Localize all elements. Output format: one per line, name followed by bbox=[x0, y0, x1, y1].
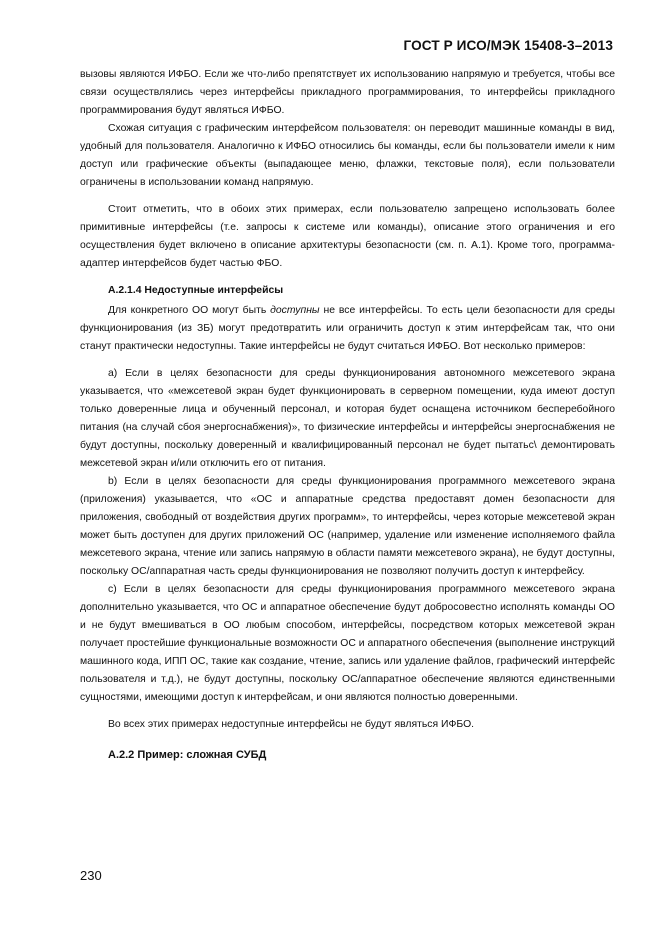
list-item: a) Если в целях безопасности для среды функционирования автономного межсетевого экрана указывается, что «межсетевой экран будет функционировать в серверном помещении, куда имеют доступ только доверенные лица и обученный персонал, и которая будет оснащена источником бесперебойного питания (на случай сбоя энергоснабжения)», то физические интерфейсы и интерфейсы энергоснабжения не будут доступны, поскольку доверенный и квалифицированный персонал не будет пытатьс\ демонтировать межсетевой экран и/или отключить его от питания. bbox=[80, 368, 615, 469]
emphasis-text: доступны bbox=[270, 305, 320, 316]
text-run: Для конкретного ОО могут быть bbox=[108, 305, 271, 316]
paragraph: Схожая ситуация с графическим интерфейсом пользователя: он переводит машинные команды в вид, удобный для пользователя. Аналогично к ИФБО относились бы команды, если бы пользователи имели к ним доступ или графические объекты (выпадающее меню, флажки, текстовые поля), если пользователи ограничены в использовании команд напрямую. bbox=[80, 123, 615, 188]
page-body bbox=[80, 66, 615, 764]
text-run: не все интерфейсы. То есть цели безопасности для среды функционирования (из ЗБ) могут предотвратить или ограничить доступ к этим интерфейсам так, что они станут практически недоступны. Такие интерфейсы не будут считаться ИФБО. Вот несколько примеров: bbox=[80, 305, 615, 352]
list-item: b) Если в целях безопасности для среды функционирования программного межсетевого экрана (приложения) указывается, что «ОС и аппаратные средства предоставят домен безопасности для приложения, свободный от воздействия других программ», то интерфейсы, через которые межсетевой экран может быть доступен для других приложений ОС (например, удаление или изменение исполняемого файла межсетевого экрана, чтение или запись напрямую в области памяти межсетевого экрана), не будут доступны, поскольку ОС/аппаратная часть среды функционирования не позволяют получить доступ к интерфейсу. bbox=[80, 476, 615, 577]
paragraph: Стоит отметить, что в обоих этих примерах, если пользователю запрещено использовать более примитивные интерфейсы (т.е. запросы к системе или команды), описание этого ограничения и его осуществления будет включено в описание архитектуры безопасности (см. п. А.1). Кроме того, программа-адаптер интерфейсов будет частью ФБО. bbox=[80, 204, 615, 269]
list-item: c) Если в целях безопасности для среды функционирования программного межсетевого экрана дополнительно указывается, что ОС и аппаратное обеспечение будут добросовестно исполнять команды ОО и не будут вмешиваться в ОО любым способом, интерфейсы, посредством которых межсетевой экран получает простейшие функциональные возможности ОС и аппаратного обеспечения (выполнение инструкций машинного кода, ИПП ОС, такие как создание, чтение, запись или удаление файлов, графический интерфейс пользователя и т.д.), не будут доступны, поскольку ОС/аппаратное обеспечение являются единственными сущностями, имеющими доступ к интерфейсам, и они являются полностью доверенными. bbox=[80, 584, 615, 703]
section-heading: А.2.2 Пример: сложная СУБД bbox=[108, 749, 267, 761]
page-number: 230 bbox=[80, 868, 102, 883]
paragraph bbox=[80, 302, 615, 356]
subsection-heading: А.2.1.4 Недоступные интерфейсы bbox=[108, 285, 284, 296]
paragraph: Во всех этих примерах недоступные интерфейсы не будут являться ИФБО. bbox=[108, 719, 475, 730]
paragraph: вызовы являются ИФБО. Если же что-либо препятствует их использованию напрямую и требуется, чтобы все связи осуществлялись через интерфейсы прикладного программирования, то интерфейсы прикладного программирования будут являться ИФБО. bbox=[80, 69, 615, 116]
document-header: ГОСТ Р ИСО/МЭК 15408-3–2013 bbox=[403, 38, 613, 53]
